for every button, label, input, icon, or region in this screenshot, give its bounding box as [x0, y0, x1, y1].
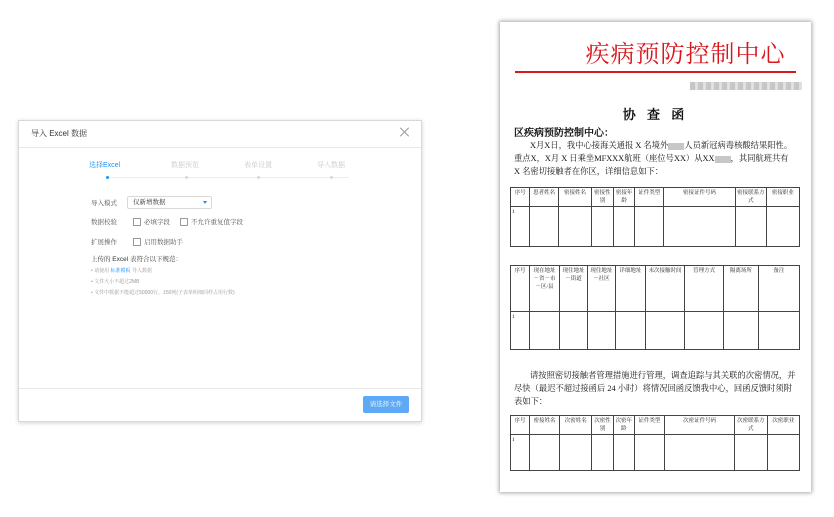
table-header: 密接姓名 — [529, 416, 559, 435]
table-header: 末次接触时间 — [646, 266, 685, 312]
document-title: 协 查 函 — [622, 107, 689, 122]
table-row — [511, 266, 800, 312]
step-data-preview: 数据预览 — [171, 162, 199, 169]
table-header: 次密姓名 — [560, 416, 592, 435]
document-header — [500, 34, 811, 69]
cdc-document — [500, 22, 811, 492]
table-header: 密接证件号码 — [664, 188, 736, 207]
import-mode-select[interactable] — [127, 196, 212, 209]
paragraph-1 — [514, 139, 796, 178]
rule-template-suffix: 导入数据 — [131, 268, 152, 274]
address-table — [510, 265, 800, 350]
contacts-table — [510, 187, 800, 247]
steps-bar — [89, 160, 399, 180]
header-divider — [515, 71, 796, 73]
table-header: 隔离场所 — [724, 266, 759, 312]
step-dot — [185, 176, 188, 179]
table-header: 现在地址－省－市－区/县 — [529, 266, 559, 312]
chevron-down-icon — [203, 201, 207, 204]
table-cell: 1 — [511, 435, 530, 471]
rule-rows: • 文件中数据不能超过50000行、150列(子表单明细同样占用行数) — [91, 290, 235, 296]
step-dot — [106, 176, 109, 179]
dialog-title: 导入 Excel 数据 — [31, 129, 88, 138]
standard-template-link[interactable]: 标准模板 — [110, 268, 131, 274]
rule-template-prefix: • 请使用 — [91, 268, 110, 274]
table-header: 患者姓名 — [530, 188, 559, 207]
rule-size: • 文件大小不超过2MB — [91, 279, 140, 285]
step-import-data: 导入数据 — [317, 162, 345, 169]
table-cell: 1 — [511, 207, 530, 247]
salutation: 区疾病预防控制中心： — [514, 128, 614, 139]
rule-template — [91, 267, 235, 274]
step-dot — [330, 176, 333, 179]
secondary-contacts-table — [510, 415, 800, 471]
step-dot — [257, 176, 260, 179]
extension-label: 扩展操作 — [91, 239, 117, 246]
data-check-row — [91, 217, 243, 226]
close-icon[interactable] — [399, 126, 411, 138]
table-header: 证件类型 — [634, 416, 664, 435]
table-header: 现住地址－街道 — [560, 266, 588, 312]
paragraph-2: 请按照密切接触者管理措施进行管理，调查追踪与其关联的次密情况，并尽快（最迟不超过接函后 24 小时）将情况回函反馈我中心，回函反馈时须附表如下： — [514, 371, 796, 406]
import-mode-value: 仅新增数据 — [133, 199, 166, 206]
upload-rules — [91, 254, 235, 296]
required-field-label: 必填字段 — [144, 219, 170, 226]
table-row — [511, 207, 800, 247]
extension-row — [91, 237, 183, 246]
table-header: 密接性别 — [592, 188, 614, 207]
paragraph-1-b: 人员新冠病毒核酸结果阳性。重点X，X月 X 日乘坐MFXXX航班（座位号XX）从XX — [514, 141, 793, 163]
dialog-footer — [19, 388, 421, 421]
table-header: 密接职业 — [766, 188, 799, 207]
redaction — [715, 156, 731, 163]
table-row — [511, 416, 800, 435]
table-header: 密接年龄 — [613, 188, 635, 207]
dialog-header — [19, 121, 421, 148]
rules-title: 上传的 Excel 表符合以下规范： — [91, 256, 183, 263]
table-header: 备注 — [758, 266, 799, 312]
table-header: 次密职业 — [767, 416, 799, 435]
paragraph-1-a: X月X日，我中心接海关通报 X 名境外 — [530, 141, 669, 150]
table-header: 密接联系方式 — [735, 188, 766, 207]
table-header: 次密性别 — [592, 416, 613, 435]
table-row — [511, 435, 800, 471]
document-header-text: 疾病预防控制中心 — [585, 42, 786, 68]
table-header: 密接姓名 — [558, 188, 591, 207]
step-form-settings: 表单设置 — [244, 162, 272, 169]
unique-field-checkbox[interactable] — [180, 218, 188, 226]
table-header: 序号 — [511, 266, 530, 312]
table-header: 序号 — [511, 416, 530, 435]
table-row — [511, 312, 800, 350]
step-select-excel[interactable]: 选择Excel — [89, 162, 121, 169]
data-check-label: 数据校验 — [91, 219, 117, 226]
paragraph-1-c: ，其同航班共有 X 名密切接触者在你区，详细信息如下： — [514, 154, 789, 176]
table-header: 管理方式 — [685, 266, 724, 312]
data-helper-label: 启用数据助手 — [144, 239, 183, 246]
required-field-checkbox[interactable] — [133, 218, 141, 226]
table-header: 序号 — [511, 188, 530, 207]
import-mode-row — [91, 196, 212, 209]
select-file-button[interactable]: 请选择文件 — [363, 396, 409, 413]
data-helper-checkbox[interactable] — [133, 238, 141, 246]
redacted-reference — [690, 82, 802, 90]
import-excel-dialog — [18, 120, 422, 422]
redaction — [668, 143, 684, 150]
table-header: 证件类型 — [635, 188, 664, 207]
table-header: 现住地址－社区 — [587, 266, 615, 312]
table-header: 次密联系方式 — [735, 416, 767, 435]
table-cell: 1 — [511, 312, 530, 350]
steps-line — [109, 177, 349, 178]
unique-field-label: 不允许重复值字段 — [191, 219, 243, 226]
table-header: 次密证件号码 — [664, 416, 734, 435]
import-mode-label: 导入模式 — [91, 200, 117, 207]
table-row — [511, 188, 800, 207]
table-header: 次密年龄 — [613, 416, 634, 435]
table-header: 详细地址 — [615, 266, 645, 312]
